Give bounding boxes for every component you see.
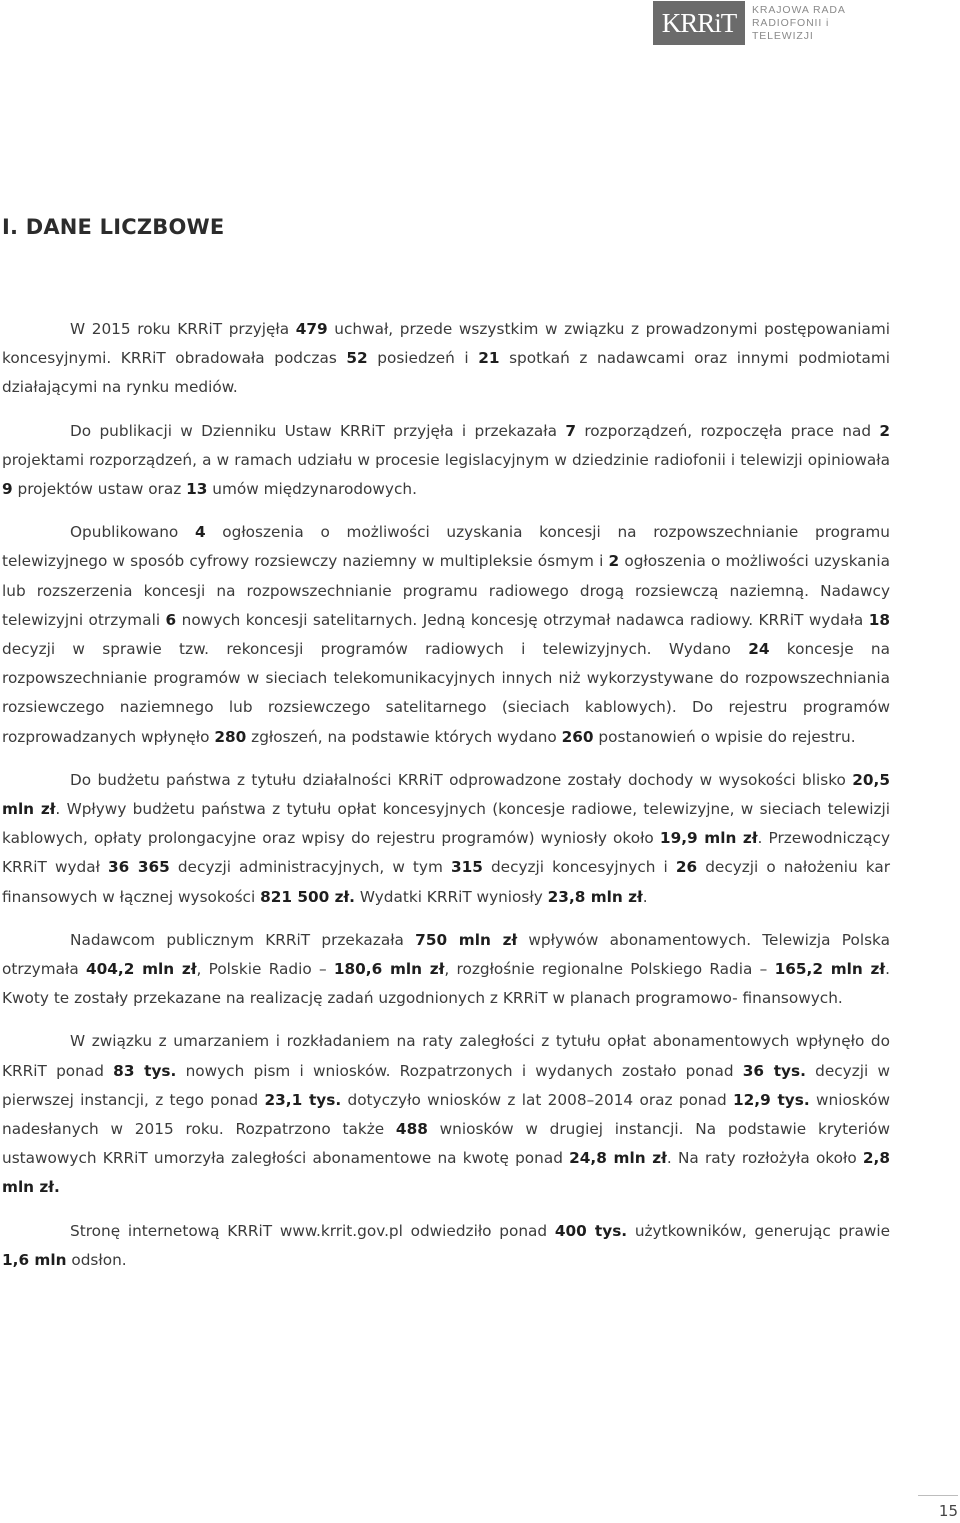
text-run: . Kwoty te zostały przekazane na realizację zadań uzgodnionych z KRRiT w planach programowo- finansowych. — [2, 960, 890, 1008]
highlighted-figure: 2,8 mln zł. — [2, 1149, 890, 1197]
page-number-rule — [918, 1495, 958, 1496]
highlighted-figure: 260 — [561, 727, 594, 746]
highlighted-figure: 404,2 mln zł — [86, 960, 197, 979]
text-run: umów międzynarodowych. — [207, 480, 417, 499]
logo-name-line1: KRAJOWA RADA — [751, 3, 846, 16]
text-run: wniosków nadesłanych w 2015 roku. Rozpatrzono także — [2, 1090, 890, 1139]
text-run: . — [642, 887, 648, 906]
highlighted-figure: 2 — [608, 552, 620, 571]
paragraph-public-broadcasters — [2, 926, 890, 1014]
text-run: odsłon. — [66, 1250, 127, 1269]
highlighted-figure: 165,2 mln zł — [774, 960, 886, 979]
text-run: . Przewodniczący KRRiT wydał — [2, 829, 890, 877]
highlighted-figure: 13 — [186, 480, 208, 499]
highlighted-figure: 280 — [214, 727, 247, 746]
highlighted-figure: 18 — [868, 610, 890, 629]
highlighted-figure: 4 — [194, 523, 206, 542]
text-run: Do publikacji w Dzienniku Ustaw KRRiT przyjęła i przekazała — [70, 421, 566, 440]
text-run: zgłoszeń, na podstawie których wydano — [246, 727, 562, 746]
text-run: Stronę internetową KRRiT www.krrit.gov.pl odwiedziło ponad — [70, 1221, 555, 1240]
paragraph-website — [2, 1217, 890, 1275]
highlighted-figure: 20,5 mln zł — [2, 770, 890, 819]
text-run: ogłoszenia o możliwości uzyskania lub rozszerzenia koncesji na rozpowszechnianie programu radiowego drogą rozsiewczą naziemną. Nadawcy telewizyjni otrzymali — [2, 552, 890, 629]
body-text — [2, 315, 890, 1289]
text-run: wpływów abonamentowych. Telewizja Polska otrzymała — [2, 930, 890, 979]
highlighted-figure: 21 — [478, 349, 500, 368]
text-run: postanowień o wpisie do rejestru. — [593, 727, 856, 746]
highlighted-figure: 83 tys. — [113, 1061, 177, 1080]
text-run: Opublikowano — [70, 523, 195, 542]
logo-text — [752, 4, 893, 43]
text-run: projektów ustaw oraz — [12, 480, 187, 499]
highlighted-figure: 23,1 tys. — [264, 1090, 342, 1109]
highlighted-figure: 12,9 tys. — [732, 1090, 810, 1109]
text-run: decyzji koncesyjnych i — [482, 858, 676, 877]
highlighted-figure: 488 — [395, 1120, 428, 1139]
paragraph-budget — [2, 766, 890, 912]
highlighted-figure: 9 — [2, 480, 13, 499]
highlighted-figure: 24 — [748, 640, 770, 659]
highlighted-figure: 1,6 mln — [2, 1250, 67, 1269]
highlighted-figure: 180,6 mln zł — [333, 960, 445, 979]
highlighted-figure: 6 — [165, 610, 177, 629]
text-run: koncesje na rozpowszechnianie programów w sieciach telekomunikacyjnych innych niż wykorzystywane do rozpowszechniania rozsiewczego naziemnego lub rozsiewczego satelitarnego (sieciach kablowych). Do rejestru programów rozprowadzanych wpłynęło — [2, 640, 890, 746]
text-run: spotkań z nadawcami oraz innymi podmiotami działającymi na rynku mediów. — [2, 349, 891, 397]
text-run: nowych koncesji satelitarnych. Jedną koncesję otrzymał nadawca radiowy. KRRiT wydała — [176, 610, 869, 629]
text-run: . Na raty rozłożyła około — [666, 1149, 863, 1168]
highlighted-figure: 19,9 mln zł — [659, 829, 758, 848]
text-run: uchwał, przede wszystkim w związku z prowadzonymi postępowaniami koncesyjnymi. KRRiT obradowała podczas — [2, 320, 890, 368]
section-heading: I. DANE LICZBOWE — [2, 215, 225, 239]
page-number: 15 — [938, 1502, 958, 1520]
highlighted-figure: 2 — [879, 421, 890, 440]
text-run: decyzji administracyjnych, w tym — [169, 858, 451, 877]
paragraph-regulations — [2, 417, 890, 505]
text-run: projektami rozporządzeń, a w ramach udziału w procesie legislacyjnym w dziedzinie radiofonii i telewizji opiniowała — [2, 450, 890, 469]
text-run: Nadawcom publicznym KRRiT przekazała — [70, 930, 416, 949]
highlighted-figure: 52 — [346, 349, 368, 368]
highlighted-figure: 7 — [565, 421, 576, 440]
logo-mark-box — [653, 1, 745, 45]
text-run: W związku z umarzaniem i rozkładaniem na raty zaległości z tytułu opłat abonamentowych wpłynęło do KRRiT ponad — [2, 1032, 890, 1080]
text-run: , Polskie Radio – — [196, 960, 334, 979]
highlighted-figure: 821 500 zł. — [260, 887, 355, 906]
text-run: dotyczyło wniosków z lat 2008–2014 oraz ponad — [341, 1090, 733, 1109]
highlighted-figure: 479 — [295, 320, 328, 338]
highlighted-figure: 23,8 mln zł — [547, 887, 643, 906]
text-run: wniosków w drugiej instancji. Na podstawie kryteriów ustawowych KRRiT umorzyła zaległości abonamentowe na kwotę ponad — [2, 1120, 890, 1168]
highlighted-figure: 36 365 — [108, 858, 170, 877]
text-run: decyzji o nałożeniu kar finansowych w łącznej wysokości — [2, 858, 890, 906]
logo-name-line2: RADIOFONII i TELEWIZJI — [751, 16, 830, 42]
highlighted-figure: 315 — [450, 858, 483, 877]
krrit-logo — [653, 0, 893, 46]
highlighted-figure: 26 — [675, 858, 698, 877]
text-run: nowych pism i wniosków. Rozpatrzonych i wydanych zostało ponad — [176, 1061, 743, 1080]
text-run: Do budżetu państwa z tytułu działalności KRRiT odprowadzone zostały dochody w wysokości blisko — [70, 770, 853, 789]
text-run: decyzji w sprawie tzw. rekoncesji programów radiowych i telewizyjnych. Wydano — [2, 640, 749, 659]
paragraph-licences — [2, 518, 890, 752]
text-run: posiedzeń i — [367, 349, 479, 368]
text-run: W 2015 roku KRRiT przyjęła — [70, 320, 296, 338]
text-run: rozporządzeń, rozpoczęła prace nad — [576, 421, 880, 440]
highlighted-figure: 24,8 mln zł — [569, 1149, 667, 1168]
paragraph-licence-fee-arrears — [2, 1027, 890, 1202]
text-run: . Wpływy budżetu państwa z tytułu opłat koncesyjnych (koncesje radiowe, telewizyjne, w sieciach telewizji kablowych, opłaty prolongacyjne oraz wpisy do rejestru programów) wyniosły około — [2, 800, 891, 848]
text-run: Wydatki KRRiT wyniosły — [354, 887, 548, 906]
logo-mark: KRRiT — [661, 7, 737, 38]
highlighted-figure: 750 mln zł — [415, 930, 518, 949]
text-run: ogłoszenia o możliwości uzyskania koncesji na rozpowszechnianie programu telewizyjnego w sposób cyfrowy rozsiewczy naziemny w multipleksie ósmym i — [2, 523, 890, 571]
highlighted-figure: 36 tys. — [742, 1061, 806, 1080]
text-run: decyzji w pierwszej instancji, z tego ponad — [2, 1061, 890, 1109]
highlighted-figure: 400 tys. — [554, 1221, 628, 1240]
text-run: użytkowników, generując prawie — [627, 1221, 890, 1240]
paragraph-resolutions — [2, 315, 890, 403]
text-run: , rozgłośnie regionalne Polskiego Radia – — [444, 960, 775, 979]
